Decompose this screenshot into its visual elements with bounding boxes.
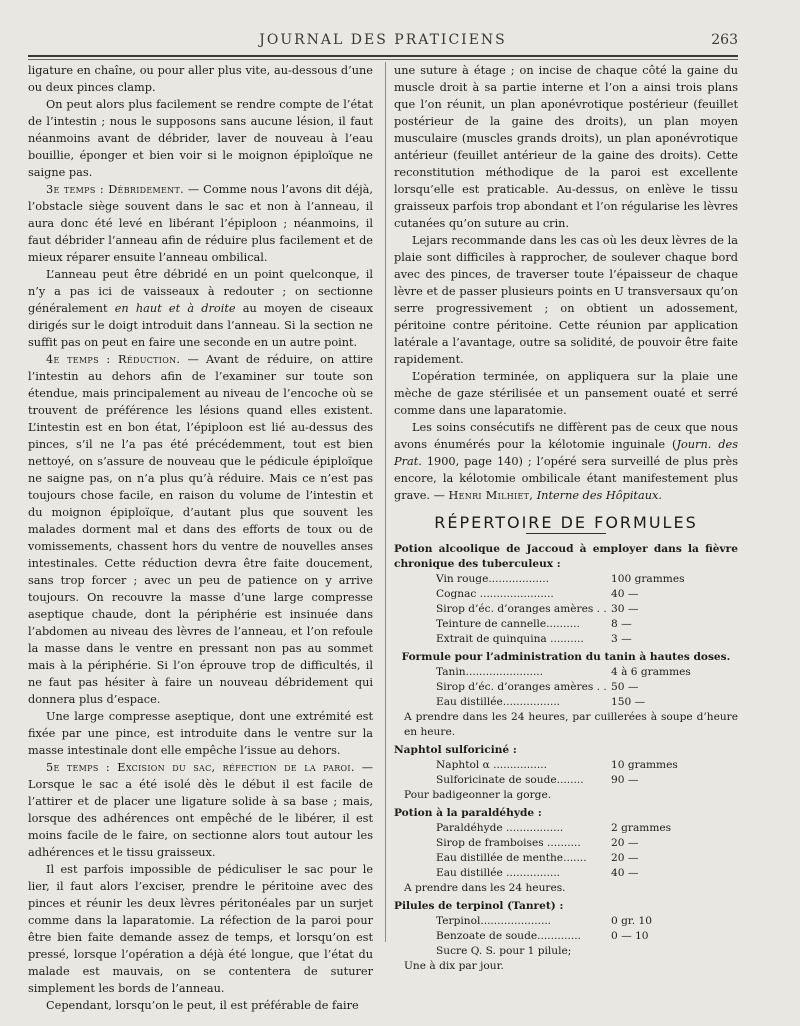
left-column — [28, 62, 373, 1014]
ingredient-quantity: 100 grammes — [611, 573, 685, 585]
ingredient-quantity: 20 — — [611, 837, 639, 849]
paragraph — [394, 419, 738, 504]
ingredient-name: Paraldéhyde ................. — [436, 822, 564, 834]
paragraph: L’opération terminée, on appliquera sur la plaie une mèche de gaze stérilisée et un pansement ouaté et serré comme dans une laparatomie. — [394, 370, 738, 417]
formula-ingredient-row — [394, 914, 738, 929]
ingredient-quantity: 0 gr. 10 — [611, 915, 653, 927]
ingredient-quantity: 150 — — [611, 696, 646, 708]
ingredient-name: Benzoate de soude............. — [436, 930, 581, 942]
formula-note: A prendre dans les 24 heures, par cuillerées à soupe d’heure en heure. — [404, 711, 738, 738]
ingredient-quantity: 50 — — [611, 681, 639, 693]
ingredient-name: Eau distillée ................ — [436, 867, 561, 879]
formula-ingredient-row — [394, 617, 738, 632]
section-lead: 5e temps : Excision du sac, réfection de la paroi. — [46, 761, 355, 774]
formula-note: Pour badigeonner la gorge. — [404, 789, 552, 801]
paragraph-text: L’anneau peut être débridé en un point quelconque, il n’y a pas ici de vaisseaux à redouter ; on sectionne généralement — [28, 268, 373, 315]
paragraph — [28, 759, 373, 861]
ingredient-name: Naphtol α ................ — [436, 759, 547, 771]
paragraph: ligature en chaîne, ou pour aller plus vite, au-dessous d’une ou deux pinces clamp. — [28, 64, 373, 94]
formula-ingredient-row — [394, 665, 738, 680]
ingredient-quantity: 40 — — [611, 867, 639, 879]
formula-title: Pilules de terpinol (Tanret) : — [394, 900, 564, 912]
formula-title: Potion alcoolique de Jaccoud à employer dans la fièvre chronique des tuberculeux : — [394, 543, 738, 570]
ingredient-name: Sirop de framboises .......... — [436, 837, 581, 849]
paragraph: Lejars recommande dans les cas où les deux lèvres de la plaie sont difficiles à rapprocher, de soulever chaque bord avec des pinces, de traverser toute l’épaisseur de chaque lèvre et de passer plusieurs points en U transversaux qu’on serre progressivement ; on obtient un adossement, péritoine contre péritoine. Cette réunion par application latérale a l’avantage, outre sa solidité, de pouvoir être faite rapidement. — [394, 234, 738, 366]
header-rule-thin — [28, 59, 738, 60]
italic-text: en haut et à droite — [114, 302, 236, 315]
paragraph-text: au moyen de ciseaux dirigés sur le doigt introduit dans l’anneau. Si la section ne suffit pas on peut en faire une seconde en un autre point. — [28, 302, 373, 349]
formula-ingredient-row — [394, 836, 738, 851]
title-rule — [526, 533, 606, 534]
ingredient-name: Vin rouge.................. — [436, 573, 549, 585]
formula-ingredient-row — [394, 758, 738, 773]
right-column — [394, 62, 738, 974]
page-number: 263 — [711, 32, 738, 48]
ingredient-name: Terpinol..................... — [436, 915, 552, 927]
formula-ingredient-row — [394, 602, 738, 617]
section-lead: 3e temps : Débridement. — [46, 183, 184, 196]
repertoire-title: RÉPERTOIRE DE FORMULES — [434, 513, 698, 532]
formula-ingredient-row — [394, 695, 738, 710]
formula-title: Formule pour l’administration du tanin à hautes doses. — [401, 651, 731, 663]
ingredient-quantity: 8 — — [611, 618, 632, 630]
paragraph-text: — Comme nous l’avons dit déjà, l’obstacle siège souvent dans le sac et non à l’anneau, il aura donc été levé en libérant l’épiploon ; néanmoins, il faut débrider l’anneau afin de réduire plus facilement et de mieux réparer ensuite l’anneau ombilical. — [28, 183, 373, 264]
paragraph-text: — Lorsque le sac a été isolé dès le début il est facile de l’attirer et de placer une ligature solide à sa base ; mais, lorsque des adhérences ont empêché de le libérer, il est moins facile de le faire, on sectionne alors tout autour les adhérences et le tissu graisseux. — [28, 761, 374, 859]
ingredient-name: Eau distillée................. — [436, 696, 561, 708]
ingredient-quantity — [611, 944, 731, 959]
ingredient-name: Sirop d’éc. d’oranges amères . . — [436, 603, 607, 615]
ingredient-name: Tanin....................... — [436, 666, 544, 678]
paragraph: Cependant, lorsqu’on le peut, il est préférable de faire — [46, 999, 359, 1012]
ingredient-quantity: 2 grammes — [611, 822, 672, 834]
formula-ingredient-row — [394, 851, 738, 866]
ingredient-quantity: 3 — — [611, 633, 632, 645]
ingredient-name: Teinture de cannelle.......... — [436, 618, 580, 630]
paragraph — [28, 351, 373, 708]
ingredient-quantity: 10 grammes — [611, 759, 678, 771]
formula-note: A prendre dans les 24 heures. — [404, 882, 566, 894]
formula-ingredient-row — [394, 773, 738, 788]
ingredient-name: Cognac ...................... — [436, 588, 554, 600]
ingredient-quantity: 90 — — [611, 774, 639, 786]
formula-note: Une à dix par jour. — [404, 960, 504, 972]
formula-title: Naphtol sulforiciné : — [394, 744, 517, 756]
paragraph — [28, 266, 373, 351]
formula-ingredient-row — [394, 929, 738, 944]
ingredient-name: Eau distillée de menthe....... — [436, 852, 587, 864]
formula-ingredient-row — [394, 944, 738, 959]
ingredient-name: Sirop d’éc. d’oranges amères . . — [436, 681, 607, 693]
formula-ingredient-row — [394, 821, 738, 836]
column-divider — [385, 62, 386, 942]
paragraph-text: Les soins consécutifs ne diffèrent pas de ceux que nous avons énumérés pour la kélotomie inguinale ( — [394, 421, 738, 451]
header-rule — [28, 55, 738, 57]
formula-ingredient-row — [394, 680, 738, 695]
paragraph: Une large compresse aseptique, dont une extrémité est fixée par une pince, est introduite dans le ventre sur la masse intestinale dont elle empêche l’issue au dehors. — [28, 710, 373, 757]
formula-ingredient-row — [394, 632, 738, 647]
ingredient-quantity: 40 — — [611, 588, 639, 600]
italic-text: Journ. des Prat. — [394, 438, 738, 468]
paragraph: Il est parfois impossible de pédiculiser le sac pour le lier, il faut alors l’exciser, prendre le péritoine avec des pinces et réunir les deux lèvres péritonéales par un surjet comme dans la laparatomie. La réfection de la paroi pour être bien faite demande assez de temps, et lorsqu’on est pressé, lorsque l’opération a déjà été longue, que l’état du malade est mauvais, on se contentera de suturer simplement les bords de l’anneau. — [28, 863, 373, 995]
paragraph-text: — Avant de réduire, on attire l’intestin au dehors afin de l’examiner sur toute son étendue, mais principalement au niveau de l’encoche où se trouvent de préférence les lésions quand elles existent. L’intestin est en bon état, l’épiploon est lié au-dessus des pinces, s’il ne l’a pas été précédemment, tout est bien nettoyé, on s’assure de nouveau que le pédicule épiploïque ne saigne pas, on n’a plus qu’à réduire. Mais ce n’est pas toujours chose facile, en raison du volume de l’intestin et du moignon épiploïque, d’autant plus que souvent les malades dorment mal et dans des efforts de toux ou de vomissements, chassent hors du ventre de nouvelles anses intestinales. Cette réduction devra être faite doucement, sans trop forcer ; avec un peu de patience on y arrive toujours. On recouvre la masse d’une large compresse aseptique chaude, dont la périphérie est insinuée dans l’abdomen au niveau des lèvres de l’anneau, et l’on refoule la masse dans le ventre en pressant non pas au sommet mais à la périphérie. Si l’on éprouve trop de difficultés, il ne faut pas hésiter à faire un nouveau débridement qui donnera plus d’espace. — [28, 353, 373, 706]
ingredient-quantity: 20 — — [611, 852, 639, 864]
ingredient-quantity: 4 à 6 grammes — [611, 666, 691, 678]
paragraph — [28, 181, 373, 266]
paragraph-text: 1900, page 140) ; l’opéré sera surveillé de plus près encore, la kélotomie ombilicale étant manifestement plus grave. — — [394, 455, 738, 502]
running-header — [28, 32, 738, 52]
ingredient-name: Extrait de quinquina .......... — [436, 633, 584, 645]
paragraph: On peut alors plus facilement se rendre compte de l’état de l’intestin ; nous le supposons sans aucune lésion, il faut néanmoins avant de débrider, laver de nouveau à l’eau bouillie, éponger et bien voir si le moignon épiploïque ne saigne pas. — [28, 98, 373, 179]
paragraph: une suture à étage ; on incise de chaque côté la gaine du muscle droit à sa partie interne et l’on a ainsi trois plans que l’on réunit, un plan aponévrotique postérieur (feuillet postérieur de la gaine des droits), un plan moyen musculaire (muscles grands droits), un plan aponévrotique antérieur (feuillet antérieur de la gaine des droits). Cette reconstitution méthodique de la paroi est excellente lorsqu’elle est praticable. Au-dessus, on enlève le tissu graisseux parfois trop abondant et l’on régularise les lèvres cutanées qu’on suture au crin. — [394, 64, 738, 230]
ingredient-name: Sucre Q. S. pour 1 pilule; — [436, 945, 572, 957]
formula-ingredient-row — [394, 572, 738, 587]
ingredient-quantity: 30 — — [611, 603, 639, 615]
formula-block — [394, 542, 738, 974]
ingredient-name: Sulforicinate de soude........ — [436, 774, 584, 786]
formula-ingredient-row — [394, 587, 738, 602]
ingredient-quantity: 0 — 10 — [611, 930, 649, 942]
journal-title: JOURNAL DES PRATICIENS — [259, 32, 507, 48]
author-role: Interne des Hôpitaux. — [533, 489, 662, 502]
formula-ingredient-row — [394, 866, 738, 881]
section-lead: 4e temps : Réduction. — [46, 353, 181, 366]
formula-title: Potion à la paraldéhyde : — [394, 807, 542, 819]
author-name: Henri Milhiet, — [448, 489, 534, 502]
